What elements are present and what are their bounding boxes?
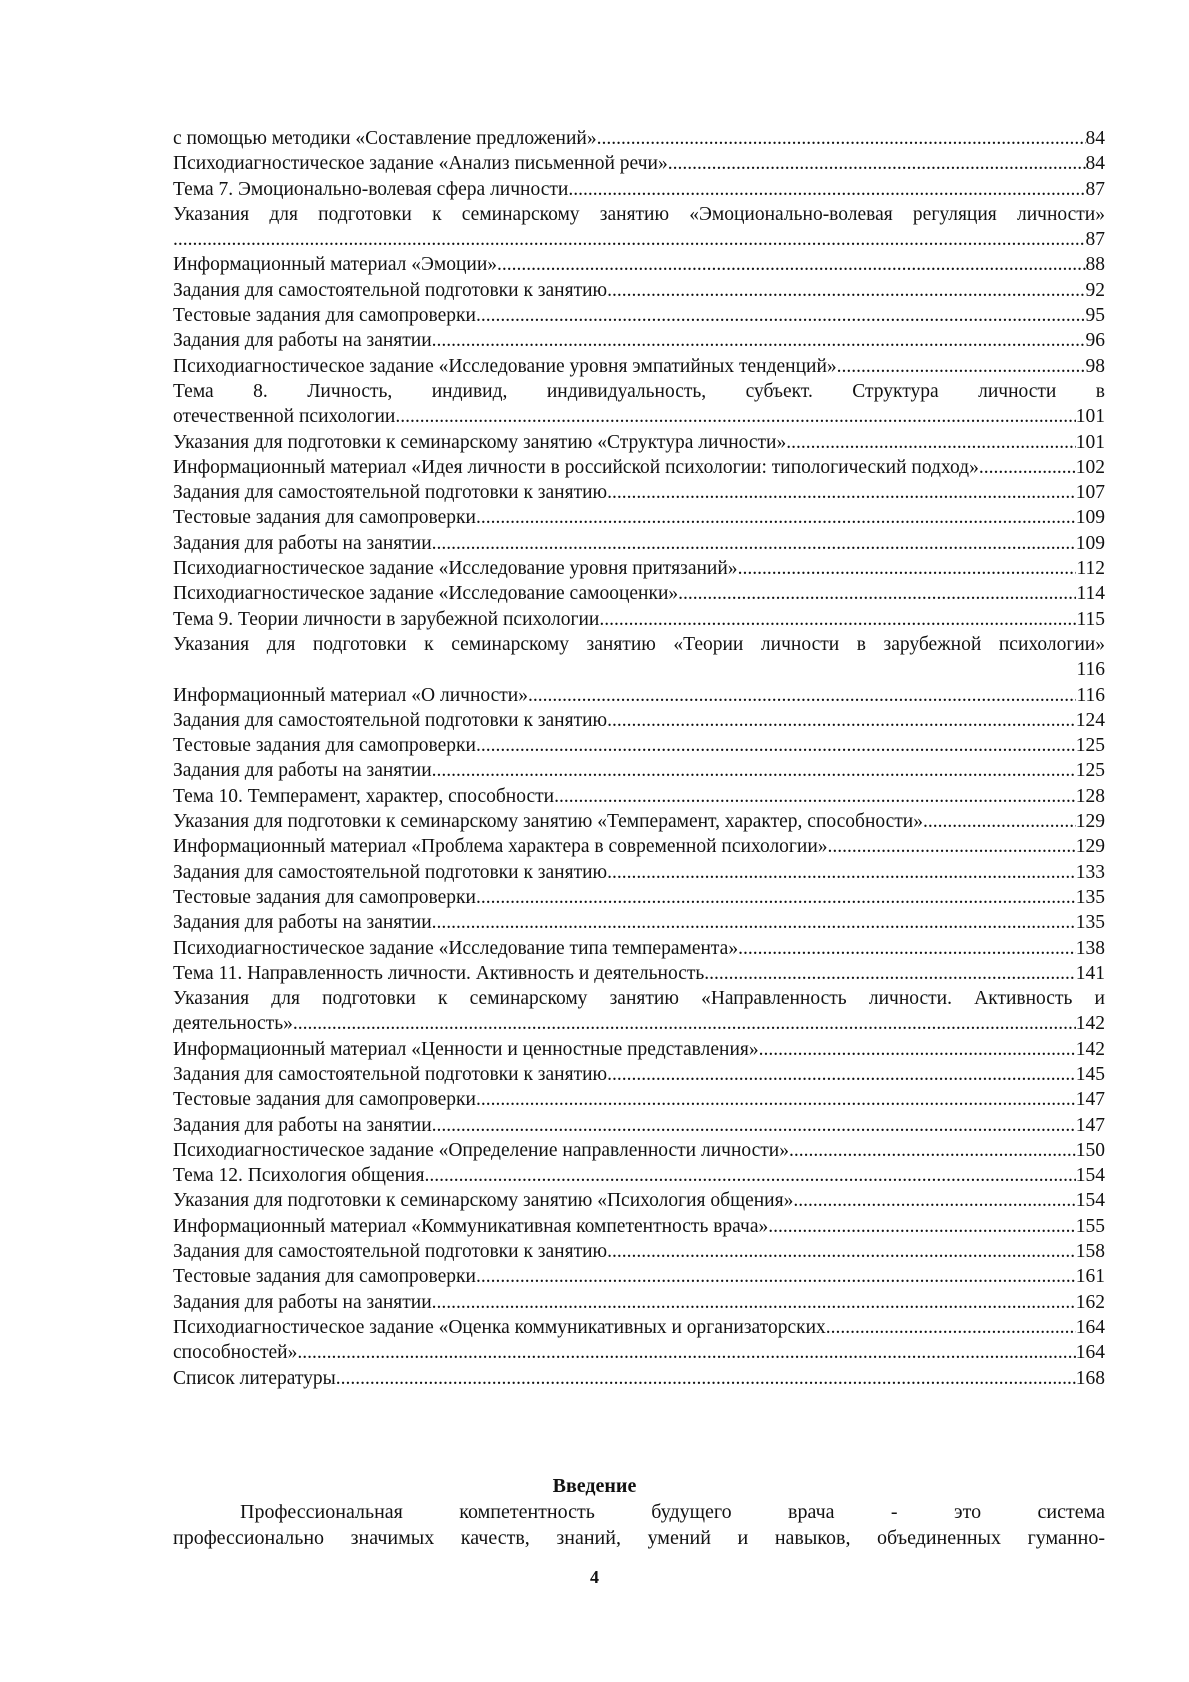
toc-leader-dots: [607, 1062, 1076, 1087]
intro-paragraph-line: профессионально значимых качеств, знаний, умений и навыков, объединенных гуманно-: [173, 1527, 1105, 1549]
toc-page-number: 164: [1075, 1342, 1105, 1364]
toc-page-number: 162: [1075, 1291, 1105, 1313]
toc-leader-dots: [293, 1011, 1076, 1036]
toc-entry[interactable]: [173, 1163, 1105, 1188]
toc-page-number: 125: [1075, 760, 1105, 782]
toc-leader-dots: [607, 278, 1085, 303]
toc-leader-dots: [395, 404, 1075, 429]
toc-leader-dots: [599, 607, 1076, 632]
toc-entry-title: Тема 11. Направленность личности. Активность и деятельность: [173, 962, 705, 984]
toc-entry[interactable]: [173, 632, 1105, 683]
toc-entry-title: Тестовые задания для самопроверки: [173, 1089, 476, 1111]
toc-entry[interactable]: [173, 1214, 1105, 1239]
toc-leader-dots: [476, 733, 1076, 758]
toc-entry[interactable]: [173, 986, 1105, 1037]
toc-page-number: 128: [1075, 785, 1105, 807]
toc-page-number: 158: [1075, 1241, 1105, 1263]
toc-entry-title: Тема 8. Личность, индивид, индивидуальность, субъект. Структура личности в: [173, 380, 1105, 402]
toc-leader-dots: [979, 455, 1076, 480]
toc-entry-title-cont: деятельность»: [173, 1013, 293, 1035]
toc-entry[interactable]: [173, 126, 1105, 151]
toc-entry-title: Психодиагностическое задание «Исследование уровня притязаний»: [173, 558, 738, 580]
toc-leader-dots: [607, 480, 1076, 505]
toc-entry[interactable]: [173, 1062, 1105, 1087]
toc-leader-dots: [432, 1290, 1076, 1315]
toc-entry-title: Задания для самостоятельной подготовки к занятию: [173, 1241, 608, 1263]
toc-entry-title: Тема 7. Эмоционально-волевая сфера личности: [173, 178, 569, 200]
toc-page-number: 164: [1075, 1316, 1105, 1338]
toc-entry[interactable]: [173, 1113, 1105, 1138]
toc-leader-dots: [607, 860, 1076, 885]
toc-page-number: 109: [1075, 532, 1105, 554]
toc-entry-title: Задания для работы на занятии: [173, 330, 432, 352]
toc-entry[interactable]: [173, 708, 1105, 733]
toc-leader-dots: [554, 784, 1076, 809]
toc-entry[interactable]: [173, 961, 1105, 986]
toc-leader-dots: [607, 708, 1076, 733]
toc-leader-dots: [432, 328, 1086, 353]
toc-entry-title: Тестовые задания для самопроверки: [173, 1266, 476, 1288]
toc-entry-title: Задания для работы на занятии: [173, 760, 432, 782]
toc-entry[interactable]: [173, 1264, 1105, 1289]
toc-page-number: 101: [1075, 431, 1105, 453]
toc-entry[interactable]: [173, 430, 1105, 455]
toc-entry-title: Указания для подготовки к семинарскому занятию «Структура личности»: [173, 431, 787, 453]
toc-page-number: 125: [1075, 735, 1105, 757]
toc-leader-dots: [789, 1138, 1076, 1163]
toc-entry[interactable]: [173, 910, 1105, 935]
toc-entry-title: Задания для работы на занятии: [173, 532, 432, 554]
toc-entry[interactable]: [173, 1315, 1105, 1340]
toc-entry-title: Психодиагностическое задание «Определение направленности личности»: [173, 1139, 789, 1161]
toc-entry-title: Указания для подготовки к семинарскому занятию «Эмоционально-волевая регуляция личности»: [173, 203, 1105, 225]
toc-leader-dots: [476, 1264, 1076, 1289]
toc-leader-dots: [432, 910, 1076, 935]
toc-entry-title: Указания для подготовки к семинарскому занятию «Направленность личности. Активность и: [173, 988, 1105, 1010]
toc-page-number: 129: [1075, 836, 1105, 858]
toc-entry[interactable]: [173, 733, 1105, 758]
toc-entry-title: Психодиагностическое задание «Исследование уровня эмпатийных тенденций»: [173, 355, 837, 377]
toc-entry-title: Информационный материал «Коммуникативная компетентность врача»: [173, 1215, 769, 1237]
toc-entry-title: Тестовые задания для самопроверки: [173, 886, 476, 908]
toc-entry[interactable]: [173, 809, 1105, 834]
toc-page-number: 98: [1085, 355, 1105, 377]
toc-entry[interactable]: [173, 455, 1105, 480]
toc-page-number: 84: [1085, 153, 1105, 175]
toc-leader-dots: [476, 1087, 1076, 1112]
toc-leader-dots: [678, 581, 1076, 606]
toc-page-number: 95: [1085, 305, 1105, 327]
toc-leader-dots: [424, 1163, 1075, 1188]
toc-page-number: 155: [1075, 1215, 1105, 1237]
toc-entry-title: Тема 12. Психология общения: [173, 1165, 425, 1187]
toc-entry[interactable]: [173, 1239, 1105, 1264]
toc-entry-title: Задания для самостоятельной подготовки к занятию: [173, 482, 608, 504]
toc-entry-title: Тема 10. Темперамент, характер, способности: [173, 785, 555, 807]
toc-entry[interactable]: [173, 531, 1105, 556]
toc-leader-dots: [476, 885, 1076, 910]
toc-entry[interactable]: [173, 303, 1105, 328]
toc-page-number: 133: [1075, 861, 1105, 883]
toc-entry[interactable]: [173, 683, 1105, 708]
toc-leader-dots: [497, 252, 1085, 277]
toc-entry[interactable]: [173, 860, 1105, 885]
toc-page-number: 114: [1076, 583, 1105, 605]
toc-leader-dots: [432, 531, 1076, 556]
toc-leader-dots: [759, 1037, 1076, 1062]
toc-entry-title: Указания для подготовки к семинарскому занятию «Темперамент, характер, способности»: [173, 811, 923, 833]
toc-leader-dots: [476, 505, 1076, 530]
toc-entry-title: Информационный материал «Эмоции»: [173, 254, 498, 276]
toc-entry-title: Информационный материал «Ценности и ценностные представления»: [173, 1038, 759, 1060]
toc-page-number: 87: [1085, 229, 1105, 251]
toc-leader-dots: [923, 809, 1076, 834]
toc-leader-dots: [828, 834, 1076, 859]
toc-leader-dots: [432, 758, 1076, 783]
toc-leader-dots: [336, 1366, 1076, 1391]
toc-page-number: 112: [1076, 558, 1105, 580]
toc-page-number: 92: [1085, 279, 1105, 301]
toc-page-number: 141: [1075, 962, 1105, 984]
page-number: 4: [590, 1567, 599, 1587]
toc-entry-title: Психодиагностическое задание «Исследование типа темперамента»: [173, 937, 739, 959]
toc-entry[interactable]: [173, 885, 1105, 910]
toc-entry[interactable]: [173, 1087, 1105, 1112]
section-heading: Введение: [552, 1475, 637, 1497]
toc-leader-dots: [704, 961, 1075, 986]
toc-leader-dots: [793, 1188, 1075, 1213]
toc-leader-dots: [668, 151, 1086, 176]
toc-entry-title: Психодиагностическое задание «Оценка коммуникативных и организаторских: [173, 1316, 826, 1338]
toc-page-number: 147: [1075, 1114, 1105, 1136]
toc-entry-title: Психодиагностическое задание «Анализ письменной речи»: [173, 153, 668, 175]
toc-entry-title: Тестовые задания для самопроверки: [173, 735, 476, 757]
toc-entry-title-cont: отечественной психологии: [173, 406, 396, 428]
toc-page-number: 154: [1075, 1165, 1105, 1187]
toc-page-number: 135: [1075, 886, 1105, 908]
toc-page-number: 168: [1075, 1367, 1105, 1389]
toc-entry[interactable]: [173, 379, 1105, 430]
toc-leader-dots: [432, 1113, 1076, 1138]
toc-page-number: 101: [1075, 406, 1105, 428]
toc-entry-title: Задания для работы на занятии: [173, 912, 432, 934]
toc-entry-title: Список литературы: [173, 1367, 336, 1389]
toc-leader-dots: [528, 683, 1076, 708]
toc-entry-title: Задания для самостоятельной подготовки к занятию: [173, 279, 608, 301]
toc-page-number: 88: [1085, 254, 1105, 276]
toc-page-number: 87: [1085, 178, 1105, 200]
toc-page-number: 147: [1075, 1089, 1105, 1111]
toc-entry[interactable]: [173, 202, 1105, 253]
intro-paragraph-line: Профессиональная компетентность будущего врача - это система: [240, 1501, 1105, 1523]
toc-entry[interactable]: [173, 1138, 1105, 1163]
toc-entry[interactable]: [173, 354, 1105, 379]
toc-entry-title: с помощью методики «Составление предложений»: [173, 128, 597, 149]
toc-entry[interactable]: [173, 1037, 1105, 1062]
toc-entry[interactable]: [173, 328, 1105, 353]
toc-entry-title: способностей»: [173, 1342, 298, 1364]
toc-entry[interactable]: [173, 607, 1105, 632]
toc-entry-title: Задания для работы на занятии: [173, 1291, 432, 1313]
toc-page-number: 138: [1075, 937, 1105, 959]
toc-entry[interactable]: [173, 1290, 1105, 1315]
toc-leader-dots: [826, 1315, 1076, 1340]
toc-entry-title: Психодиагностическое задание «Исследование самооценки»: [173, 583, 679, 605]
toc-entry[interactable]: [173, 278, 1105, 303]
toc-entry[interactable]: [173, 177, 1105, 202]
toc-entry[interactable]: [173, 1188, 1105, 1213]
toc-page-number: 150: [1075, 1139, 1105, 1161]
toc-entry[interactable]: [173, 252, 1105, 277]
toc-entry-title: Задания для самостоятельной подготовки к занятию: [173, 709, 608, 731]
toc-page-number: 109: [1075, 507, 1105, 529]
toc-page-number: 102: [1075, 456, 1105, 478]
toc-leader-dots: [568, 177, 1085, 202]
toc-page-number: 116: [1076, 659, 1105, 681]
toc-entry[interactable]: [173, 784, 1105, 809]
toc-page-number: 124: [1075, 709, 1105, 731]
toc-entry[interactable]: [173, 936, 1105, 961]
toc-page-number: 115: [1076, 608, 1105, 630]
toc-leader-dots: [173, 227, 1086, 252]
toc-entry[interactable]: [173, 556, 1105, 581]
toc-entry-title: Задания для самостоятельной подготовки к занятию: [173, 1063, 608, 1085]
toc-entry-title: Тема 9. Теории личности в зарубежной психологии: [173, 608, 600, 630]
toc-entry[interactable]: [173, 480, 1105, 505]
toc-entry-title: Тестовые задания для самопроверки: [173, 507, 476, 529]
toc-entry-title: Указания для подготовки к семинарскому занятию «Психология общения»: [173, 1190, 794, 1212]
toc-page-number: 142: [1075, 1013, 1105, 1035]
toc-page-number: 142: [1075, 1038, 1105, 1060]
table-of-contents: [173, 126, 1105, 1391]
toc-leader-dots: [768, 1214, 1075, 1239]
toc-entry[interactable]: [173, 834, 1105, 859]
toc-entry-title: Тестовые задания для самопроверки: [173, 305, 476, 327]
toc-entry-title: Задания для самостоятельной подготовки к занятию: [173, 861, 608, 883]
toc-entry-title: Информационный материал «Проблема характера в современной психологии»: [173, 836, 828, 858]
toc-page-number: 96: [1085, 330, 1105, 352]
toc-entry[interactable]: [173, 1366, 1105, 1391]
toc-entry-title: Задания для работы на занятии: [173, 1114, 432, 1136]
toc-page-number: 84: [1085, 128, 1105, 149]
toc-page-number: 135: [1075, 912, 1105, 934]
toc-entry[interactable]: [173, 581, 1105, 606]
toc-page-number: 145: [1075, 1063, 1105, 1085]
toc-leader-dots: [607, 1239, 1076, 1264]
toc-leader-dots: [297, 1340, 1075, 1365]
toc-entry-title: Указания для подготовки к семинарскому занятию «Теории личности в зарубежной психологии»: [173, 633, 1105, 655]
toc-page-number: 129: [1075, 811, 1105, 833]
toc-leader-dots: [738, 936, 1076, 961]
toc-page-number: 107: [1075, 482, 1105, 504]
toc-entry-title: Информационный материал «О личности»: [173, 684, 528, 706]
toc-leader-dots: [597, 126, 1086, 151]
toc-leader-dots: [476, 303, 1086, 328]
toc-entry[interactable]: [173, 758, 1105, 783]
toc-leader-dots: [738, 556, 1077, 581]
toc-page-number: 116: [1076, 684, 1105, 706]
toc-page-number: 154: [1075, 1190, 1105, 1212]
toc-entry[interactable]: [173, 151, 1105, 176]
toc-entry[interactable]: [173, 1340, 1105, 1365]
toc-page-number: 161: [1075, 1266, 1105, 1288]
toc-entry-title: Информационный материал «Идея личности в российской психологии: типологический подход»: [173, 456, 979, 478]
toc-entry[interactable]: [173, 505, 1105, 530]
toc-leader-dots: [786, 430, 1076, 455]
toc-leader-dots: [837, 354, 1086, 379]
